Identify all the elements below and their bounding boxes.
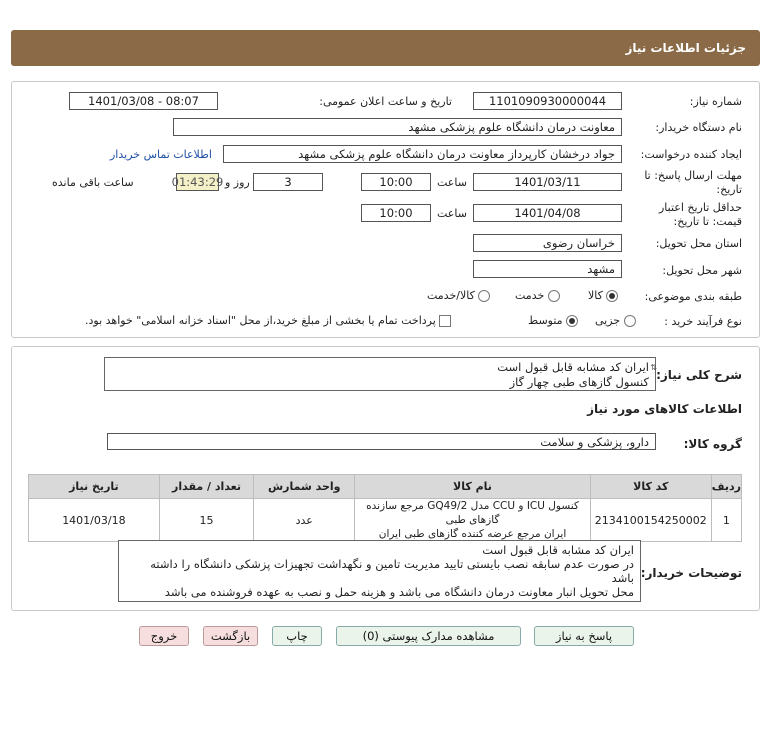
table-header-row xyxy=(29,475,742,499)
treasury-checkbox[interactable] xyxy=(439,315,451,327)
buyer-notes-label: توضیحات خریدار: xyxy=(640,566,742,580)
buyer-notes-line: محل تحویل انبار معاونت درمان دانشگاه می باشد و هزینه حمل و نصب به عهده فروشنده می باشد xyxy=(164,585,634,599)
cell-unit: عدد xyxy=(254,499,355,542)
category-option-service[interactable]: خدمت xyxy=(515,289,560,302)
creator-field: جواد درخشان کارپرداز معاونت درمان دانشگاه علوم پزشکی مشهد xyxy=(223,145,622,163)
category-option-goods-service[interactable]: کالا/خدمت xyxy=(427,289,490,302)
deadline-date-field: 1401/03/11 xyxy=(473,173,622,191)
cell-date: 1401/03/18 xyxy=(29,499,160,542)
buyer-notes-box xyxy=(118,540,641,602)
cell-qty: 15 xyxy=(159,499,254,542)
page-title: جزئیات اطلاعات نیاز xyxy=(625,41,746,55)
process-option-medium[interactable]: متوسط xyxy=(528,314,578,327)
announce-label: تاریخ و ساعت اعلان عمومی: xyxy=(319,95,452,108)
attachments-button[interactable]: مشاهده مدارک پیوستی (0) xyxy=(336,626,521,646)
radio-goods-service[interactable] xyxy=(478,290,490,302)
category-label: طبقه بندی موضوعی: xyxy=(644,290,742,303)
scroll-arrows-icon[interactable]: ⇅ xyxy=(650,363,657,372)
buyer-org-label: نام دستگاه خریدار: xyxy=(655,121,742,134)
validity-date-field: 1401/04/08 xyxy=(473,204,622,222)
col-index: ردیف xyxy=(711,475,741,499)
goods-group-label: گروه کالا: xyxy=(683,437,742,451)
category-option-goods[interactable]: کالا xyxy=(588,289,618,302)
province-label: استان محل تحویل: xyxy=(655,237,742,250)
city-label: شهر محل تحویل: xyxy=(662,264,742,277)
process-option-minor[interactable]: جزیی xyxy=(595,314,636,327)
radio-service[interactable] xyxy=(548,290,560,302)
back-button[interactable]: بازگشت xyxy=(203,626,258,646)
validity-time-field: 10:00 xyxy=(361,204,431,222)
cell-name-line: کنسول ICU و CCU مدل GQ49/2 مرجع سازنده گازهای طبی xyxy=(366,500,579,526)
province-field: خراسان رضوی xyxy=(473,234,622,252)
cell-code: 2134100154250002 xyxy=(590,499,711,542)
general-desc-line: کنسول گازهای طبی چهار گاز xyxy=(509,375,649,389)
announce-field: 1401/03/08 - 08:07 xyxy=(69,92,218,110)
days-label: روز و xyxy=(225,176,250,189)
reply-button[interactable]: پاسخ به نیاز xyxy=(534,626,634,646)
treasury-payment-option[interactable] xyxy=(85,314,451,327)
goods-info-title: اطلاعات کالاهای مورد نیاز xyxy=(587,402,742,416)
deadline-label: مهلت ارسال پاسخ: تا xyxy=(644,169,742,182)
buyer-notes-line: در صورت عدم سابقه نصب بایستی تایید مدیریت تامین و نگهداشت تجهیزات پزشکی دانشگاه را داشته باشد xyxy=(150,557,634,585)
radio-minor[interactable] xyxy=(624,315,636,327)
buyer-notes-line: ایران کد مشابه قابل قبول است xyxy=(482,543,634,557)
treasury-note: پرداخت تمام یا بخشی از مبلغ خرید،از محل "اسناد خزانه اسلامی" خواهد بود. xyxy=(85,314,436,327)
goods-group-field: دارو، پزشکی و سلامت xyxy=(107,433,656,450)
buyer-org-field: معاونت درمان دانشگاه علوم پزشکی مشهد xyxy=(173,118,622,136)
validity-label-2: قیمت: تا تاریخ: xyxy=(673,215,742,228)
city-field: مشهد xyxy=(473,260,622,278)
need-number-label: شماره نیاز: xyxy=(689,95,742,108)
cell-name xyxy=(355,499,591,542)
creator-label: ایجاد کننده درخواست: xyxy=(640,148,742,161)
remaining-time-field: 01:43:29 xyxy=(171,175,224,189)
general-desc-label: شرح کلی نیاز: xyxy=(656,368,742,382)
col-qty: تعداد / مقدار xyxy=(159,475,254,499)
items-table xyxy=(28,474,742,542)
days-field: 3 xyxy=(253,173,323,191)
cell-name-line: ایران مرجع عرضه کننده گازهای طبی ایران xyxy=(378,528,567,540)
page-header xyxy=(11,30,760,66)
cell-index: 1 xyxy=(711,499,741,542)
col-code: کد کالا xyxy=(590,475,711,499)
radio-goods[interactable] xyxy=(606,290,618,302)
exit-button[interactable]: خروج xyxy=(139,626,189,646)
deadline-label-2: تاریخ: xyxy=(716,183,742,196)
need-number-field: 1101090930000044 xyxy=(473,92,622,110)
radio-medium[interactable] xyxy=(566,315,578,327)
col-unit: واحد شمارش xyxy=(254,475,355,499)
table-row[interactable] xyxy=(29,499,742,542)
general-desc-line: ایران کد مشابه قابل قبول است xyxy=(497,360,649,374)
deadline-time-label: ساعت xyxy=(437,176,467,189)
col-date: تاریخ نیاز xyxy=(29,475,160,499)
validity-label: حداقل تاریخ اعتبار xyxy=(658,201,742,214)
remaining-label: ساعت باقی مانده xyxy=(52,176,134,189)
general-desc-box xyxy=(104,357,656,391)
validity-time-label: ساعت xyxy=(437,207,467,220)
col-name: نام کالا xyxy=(355,475,591,499)
process-label: نوع فرآیند خرید : xyxy=(664,315,742,328)
print-button[interactable]: چاپ xyxy=(272,626,322,646)
deadline-time-field: 10:00 xyxy=(361,173,431,191)
contact-buyer-link[interactable]: اطلاعات تماس خریدار xyxy=(110,148,212,161)
